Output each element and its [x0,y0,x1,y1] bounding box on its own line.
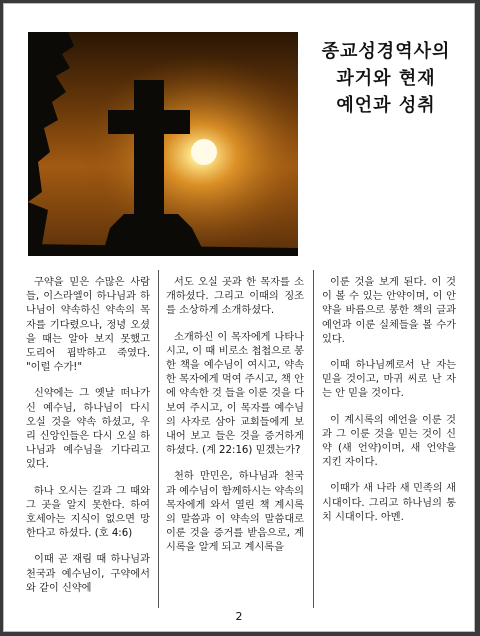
column-divider [158,270,159,608]
title-line-1: 종교성경역사의 [321,41,451,62]
title-line-3: 예언과 성취 [336,95,436,116]
text-column-1 [26,276,150,608]
paragraph: 이때 곧 재림 때 하나님과 천국과 예수님이, 구약에서와 같이 신약에 [26,554,150,594]
column-divider [313,270,314,608]
paragraph: 천하 만민은, 하나님과 천국과 예수님이 함께하시는 약속의 목자에게 와서 열린 책 계시록의 말씀과 이 약속의 말씀대로 이룬 것을 증거를 받음으로, 계시록을 알게 되고 계시록을 [166,471,304,554]
title-line-2: 과거와 현재 [336,68,436,89]
paragraph: 구약을 믿은 수많은 사람들, 이스라엘이 하나님과 하나님이 약속하신 약속의 목자를 기다렸으나, 정녕 오셨을 때는 알아 보지 못했고 도리어 핍박하고 죽였다. "이럴 수가!" [26,277,150,374]
article-title [306,38,466,119]
page-number: 2 [235,610,243,623]
document-page [4,4,474,631]
cross-sunset-image [28,32,298,256]
text-column-3 [322,276,456,537]
paragraph: 이때 하나님께로서 난 자는 믿을 것이고, 마귀 씨로 난 자는 안 믿을 것이다. [322,360,456,400]
paragraph: 이때가 새 나라 새 민족의 새 시대이다. 그리고 하나님의 통치 시대이다. 아멘. [322,483,456,523]
paragraph: 소개하신 이 목자에게 나타나시고, 이 때 비로소 첩첩으로 봉한 책을 예수님이 여시고, 약속한 목자에게 먹여 주시고, 책 안에 약속한 것 들을 이룬 것을 다 보여 주시고, 이 목자를 예수님의 사자로 삼아 교회들에게 보내어 보고 들은 것을 증거하게 하셨다. (계 22:16) 믿겠는가? [166,331,304,457]
paragraph: 서도 오실 곳과 한 목자를 소개하셨다. 그리고 이때의 징조를 소상하게 소개하셨다. [166,277,304,317]
text-column-2 [166,276,304,568]
paragraph: 이룬 것을 보게 된다. 이 것이 볼 수 있는 안약이며, 이 안약을 바름으로 봉한 책의 글과 예언과 이룬 실체들을 볼 수가 있다. [322,277,456,345]
paragraph: 신약에는 그 옛날 떠나가신 예수님, 하나님이 다시 오실 것을 약속 하셨고, 우리 신앙인들은 다시 오실 하나님과 예수님을 기다리고 있다. [26,388,150,471]
paragraph: 하나 오시는 길과 그 때와 그 곳을 알지 못한다. 하여 호세아는 지식이 없으면 망한다고 하셨다. (호 4:6) [26,485,150,540]
paragraph: 이 계시록의 예언을 이룬 것과 그 이룬 것을 믿는 것이 신약 (새 언약)이며, 새 언약을 지킨 자이다. [322,414,456,469]
cross-silhouette-icon [28,32,298,256]
